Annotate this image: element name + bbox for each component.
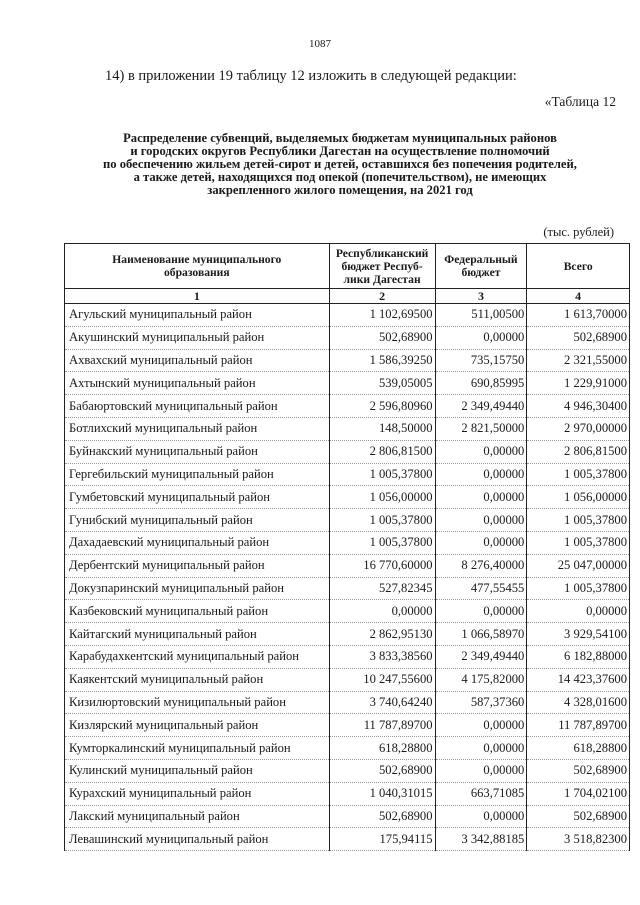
table-row	[65, 805, 630, 828]
total-value: 11 787,89700	[527, 714, 630, 737]
republic-budget-value: 618,28800	[329, 737, 435, 760]
table-row	[65, 326, 630, 349]
federal-budget-value: 0,00000	[435, 805, 527, 828]
heading-line: и городских округов Республики Дагестан на осуществление полномочий	[130, 144, 550, 158]
municipality-name: Дахадаевский муниципальный район	[65, 531, 330, 554]
document-heading	[55, 132, 625, 197]
republic-budget-value: 10 247,55600	[329, 668, 435, 691]
table-row	[65, 759, 630, 782]
municipality-name: Казбековский муниципальный район	[65, 600, 330, 623]
federal-budget-value: 2 349,49440	[435, 645, 527, 668]
total-value: 14 423,37600	[527, 668, 630, 691]
municipality-name: Карабудахкентский муниципальный район	[65, 645, 330, 668]
heading-line: а также детей, находящихся под опекой (попечительством), не имеющих	[133, 170, 547, 184]
municipality-name: Агульский муниципальный район	[65, 304, 330, 327]
republic-budget-value: 2 596,80960	[329, 395, 435, 418]
federal-budget-value: 663,71085	[435, 782, 527, 805]
column-number: 1	[65, 289, 330, 304]
table-row	[65, 440, 630, 463]
republic-budget-value: 502,68900	[329, 326, 435, 349]
municipality-name: Курахский муниципальный район	[65, 782, 330, 805]
municipality-name: Левашинский муниципальный район	[65, 828, 330, 851]
republic-budget-value: 3 740,64240	[329, 691, 435, 714]
republic-budget-value: 502,68900	[329, 805, 435, 828]
republic-budget-value: 1 005,37800	[329, 509, 435, 532]
table-row	[65, 668, 630, 691]
republic-budget-value: 1 005,37800	[329, 463, 435, 486]
republic-budget-value: 1 102,69500	[329, 304, 435, 327]
federal-budget-value: 477,55455	[435, 577, 527, 600]
federal-budget-value: 0,00000	[435, 326, 527, 349]
federal-budget-value: 511,00500	[435, 304, 527, 327]
republic-budget-value: 539,05005	[329, 372, 435, 395]
header-municipality	[65, 244, 330, 289]
federal-budget-value: 2 349,49440	[435, 395, 527, 418]
header-total	[527, 244, 630, 289]
column-number: 4	[527, 289, 630, 304]
total-value: 3 929,54100	[527, 623, 630, 646]
total-value: 2 806,81500	[527, 440, 630, 463]
total-value: 2 321,55000	[527, 349, 630, 372]
total-value: 618,28800	[527, 737, 630, 760]
table-row	[65, 463, 630, 486]
column-number: 3	[435, 289, 527, 304]
total-value: 25 047,00000	[527, 554, 630, 577]
header-line: образования	[164, 266, 230, 279]
table-row	[65, 349, 630, 372]
total-value: 502,68900	[527, 759, 630, 782]
federal-budget-value: 3 342,88185	[435, 828, 527, 851]
subvention-table	[64, 243, 630, 851]
table-row	[65, 691, 630, 714]
total-value: 1 005,37800	[527, 531, 630, 554]
republic-budget-value: 1 040,31015	[329, 782, 435, 805]
federal-budget-value: 1 066,58970	[435, 623, 527, 646]
table-row	[65, 737, 630, 760]
federal-budget-value: 587,37360	[435, 691, 527, 714]
table-row	[65, 714, 630, 737]
total-value: 1 005,37800	[527, 463, 630, 486]
municipality-name: Ахтынский муниципальный район	[65, 372, 330, 395]
total-value: 2 970,00000	[527, 417, 630, 440]
federal-budget-value: 0,00000	[435, 486, 527, 509]
total-value: 502,68900	[527, 805, 630, 828]
header-line: бюджет Респуб-	[341, 259, 423, 273]
republic-budget-value: 2 862,95130	[329, 623, 435, 646]
republic-budget-value: 2 806,81500	[329, 440, 435, 463]
municipality-name: Кайтагский муниципальный район	[65, 623, 330, 646]
total-value: 4 328,01600	[527, 691, 630, 714]
total-value: 1 229,91000	[527, 372, 630, 395]
federal-budget-value: 0,00000	[435, 440, 527, 463]
federal-budget-value: 8 276,40000	[435, 554, 527, 577]
federal-budget-value: 0,00000	[435, 463, 527, 486]
total-value: 502,68900	[527, 326, 630, 349]
republic-budget-value: 3 833,38560	[329, 645, 435, 668]
republic-budget-value: 1 586,39250	[329, 349, 435, 372]
municipality-name: Лакский муниципальный район	[65, 805, 330, 828]
table-row	[65, 304, 630, 327]
header-federal-budget	[435, 244, 527, 289]
header-line: лики Дагестан	[343, 272, 421, 286]
municipality-name: Ахвахский муниципальный район	[65, 349, 330, 372]
republic-budget-value: 1 005,37800	[329, 531, 435, 554]
header-republic-budget	[329, 244, 435, 289]
header-line: Республиканский	[335, 246, 429, 260]
total-value: 3 518,82300	[527, 828, 630, 851]
total-value: 6 182,88000	[527, 645, 630, 668]
table-row	[65, 372, 630, 395]
republic-budget-value: 1 056,00000	[329, 486, 435, 509]
header-line: Федеральный	[444, 253, 518, 266]
total-value: 1 613,70000	[527, 304, 630, 327]
republic-budget-value: 0,00000	[329, 600, 435, 623]
municipality-name: Каякентский муниципальный район	[65, 668, 330, 691]
units-label: (тыс. рублей)	[543, 225, 614, 239]
heading-line: Распределение субвенций, выделяемых бюджетам муниципальных районов	[123, 131, 557, 145]
table-row	[65, 782, 630, 805]
municipality-name: Дербентский муниципальный район	[65, 554, 330, 577]
municipality-name: Гергебильский муниципальный район	[65, 463, 330, 486]
page-number: 1087	[309, 38, 331, 50]
federal-budget-value: 690,85995	[435, 372, 527, 395]
heading-line: закрепленного жилого помещения, на 2021 год	[207, 183, 473, 197]
table-row	[65, 395, 630, 418]
federal-budget-value: 0,00000	[435, 509, 527, 532]
republic-budget-value: 11 787,89700	[329, 714, 435, 737]
municipality-name: Кулинский муниципальный район	[65, 759, 330, 782]
table-row	[65, 554, 630, 577]
table-row	[65, 828, 630, 851]
table-row	[65, 531, 630, 554]
municipality-name: Ботлихский муниципальный район	[65, 417, 330, 440]
municipality-name: Кизлярский муниципальный район	[65, 714, 330, 737]
table-row	[65, 577, 630, 600]
municipality-name: Буйнакский муниципальный район	[65, 440, 330, 463]
federal-budget-value: 0,00000	[435, 600, 527, 623]
municipality-name: Гумбетовский муниципальный район	[65, 486, 330, 509]
table-row	[65, 486, 630, 509]
municipality-name: Акушинский муниципальный район	[65, 326, 330, 349]
republic-budget-value: 502,68900	[329, 759, 435, 782]
header-line: бюджет	[461, 266, 501, 279]
heading-line: по обеспечению жильем детей-сирот и детей, оставшихся без попечения родителей,	[103, 157, 577, 171]
table-row	[65, 509, 630, 532]
republic-budget-value: 527,82345	[329, 577, 435, 600]
total-value: 1 005,37800	[527, 509, 630, 532]
table-row	[65, 417, 630, 440]
federal-budget-value: 0,00000	[435, 714, 527, 737]
federal-budget-value: 735,15750	[435, 349, 527, 372]
federal-budget-value: 4 175,82000	[435, 668, 527, 691]
total-value: 0,00000	[527, 600, 630, 623]
instruction-text: 14) в приложении 19 таблицу 12 изложить в следующей редакции:	[105, 68, 517, 84]
total-value: 1 005,37800	[527, 577, 630, 600]
total-value: 1 704,02100	[527, 782, 630, 805]
table-reference: «Таблица 12	[544, 94, 616, 109]
municipality-name: Бабаюртовский муниципальный район	[65, 395, 330, 418]
republic-budget-value: 148,50000	[329, 417, 435, 440]
municipality-name: Гунибский муниципальный район	[65, 509, 330, 532]
table-row	[65, 645, 630, 668]
total-value: 4 946,30400	[527, 395, 630, 418]
header-line: Всего	[563, 259, 593, 273]
municipality-name: Кумторкалинский муниципальный район	[65, 737, 330, 760]
header-line: Наименование муниципального	[112, 253, 282, 266]
municipality-name: Кизилюртовский муниципальный район	[65, 691, 330, 714]
municipality-name: Докузпаринский муниципальный район	[65, 577, 330, 600]
table-row	[65, 600, 630, 623]
republic-budget-value: 16 770,60000	[329, 554, 435, 577]
federal-budget-value: 2 821,50000	[435, 417, 527, 440]
table-row	[65, 623, 630, 646]
federal-budget-value: 0,00000	[435, 759, 527, 782]
column-number: 2	[329, 289, 435, 304]
total-value: 1 056,00000	[527, 486, 630, 509]
republic-budget-value: 175,94115	[329, 828, 435, 851]
federal-budget-value: 0,00000	[435, 737, 527, 760]
federal-budget-value: 0,00000	[435, 531, 527, 554]
